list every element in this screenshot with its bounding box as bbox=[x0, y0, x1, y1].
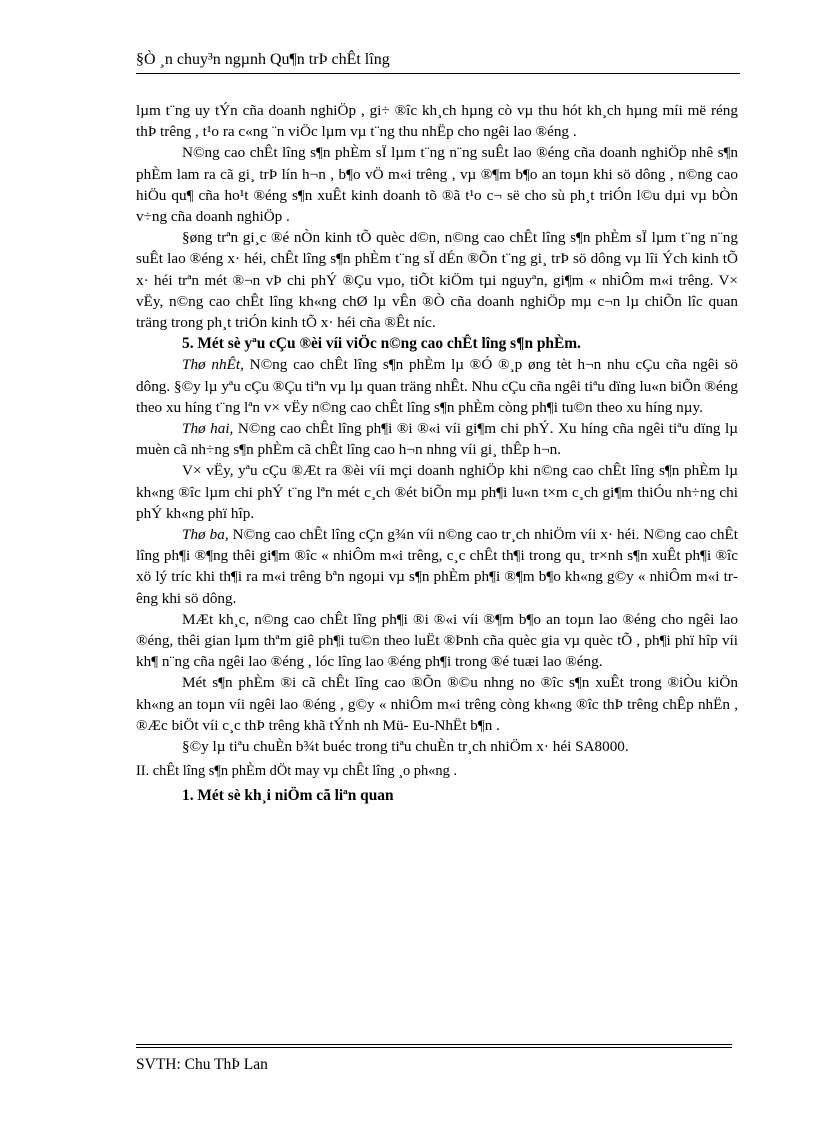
text-first: N©ng cao chÊt lîng s¶n phÈm lµ ®Ó ®¸p øng tèt h¬n nhu cÇu cña ngêi sö dông. §©y lµ yªu cÇu ®Çu tiªn vµ lµ quan träng nhÊt. Nhu cÇu cña ngêi tiªu dïng lu«n biÕn ®éng theo xu híng t¨ng lªn v× vËy n©ng cao chÊt lîng s¶n phÈm còng ph¶i tu©n theo xu híng nµy. bbox=[136, 356, 738, 416]
sub-heading: 1. Mét sè kh¸i niÖm cã liªn quan bbox=[182, 786, 394, 804]
page-header bbox=[136, 50, 740, 74]
page-footer bbox=[136, 1044, 732, 1075]
paragraph-labor-safety: MÆt kh¸c, n©ng cao chÊt lîng ph¶i ®i ®«i víi ®¶m b¶o an toµn lao ®éng cho ngêi lao ®éng, thêi gian lµm thªm giê ph¶i tu©n theo luËt ®Þnh cña quèc gia vµ quèc tÕ , ph¶i phï hîp víi kh¶ n¨ng cña ngêi lao ®éng , lóc lîng lao ®éng ph¶i trong ®é tuæi lao ®éng. bbox=[136, 610, 738, 671]
lead-third: Thø ba, bbox=[182, 526, 229, 544]
footer-rule bbox=[136, 1044, 732, 1048]
header-rule bbox=[136, 73, 740, 74]
text-second: N©ng cao chÊt lîng ph¶i ®i ®«i víi gi¶m chi phÝ. Xu híng cña ngêi tiªu dïng lµ muèn cã nh÷ng s¶n phÈm cã chÊt lîng cao h¬n nhng víi gi¸ thÊp h¬n. bbox=[136, 420, 738, 459]
lead-first: Thø nhÊt, bbox=[182, 356, 244, 374]
header-title: §Ò ¸n chuy³n ngµnh Qu¶n trÞ chÊt lîng bbox=[136, 51, 390, 68]
paragraph-third-requirement bbox=[136, 524, 738, 609]
section-heading: II. chÊt lîng s¶n phÈm dÖt may vµ chÊt lîng ¸o ph«ng . bbox=[136, 763, 457, 780]
footer-author: SVTH: Chu ThÞ Lan bbox=[136, 1056, 268, 1073]
paragraph-market: Mét s¶n phÈm ®i cã chÊt lîng cao ®Õn ®©u nhng no ®îc s¶n xuÊt trong ®iÒu kiÖn kh«ng an toµn víi ngêi lao ®éng , g©y « nhiÔm m«i trêng còng kh«ng ®îc thÞ trêng chÊp nhËn , ®Æc biÖt víi c¸c thÞ trêng khã tÝnh nh Mü- Eu-NhËt b¶n . bbox=[136, 674, 738, 734]
page-body bbox=[136, 100, 738, 806]
paragraph-cost: V× vËy, yªu cÇu ®Æt ra ®èi víi mçi doanh nghiÖp khi n©ng cao chÊt lîng s¶n phÈm lµ kh«ng ®îc lµm chi phÝ t¨ng lªn mét c¸ch ®ét biÕn mµ ph¶i lu«n t×m c¸ch gi¶m thiÓu nh÷ng chi phÝ kh«ng phï hîp. bbox=[136, 462, 738, 522]
lead-second: Thø hai, bbox=[182, 420, 234, 438]
paragraph-sa8000: §©y lµ tiªu chuÈn b¾t buéc trong tiªu chuÈn tr¸ch nhiÖm x· héi SA8000. bbox=[182, 738, 629, 756]
paragraph-2: N©ng cao chÊt lîng s¶n phÈm sÏ lµm t¨ng n¨ng suÊt lao ®éng cña doanh nghiÖp nhê s¶n phÈm lam ra cã gi¸ trÞ lín h¬n , b¶o vÖ m«i trêng , vµ ®¶m b¶o an toµn khi sö dông , n©ng cao hiÖu qu¶ cña ho¹t ®éng s¶n xuÊt kinh doanh tõ ®ã t¹o c¬ së cho sù ph¸t triÓn l©u dµi vµ bÒn v÷ng cña doanh nghiÖp . bbox=[136, 144, 738, 226]
paragraph-3: §øng trªn gi¸c ®é nÒn kinh tÕ quèc d©n, n©ng cao chÊt lîng s¶n phÈm sÏ lµm t¨ng n¨ng suÊt lao ®éng x· héi, chÊt lîng s¶n phÈm t¨ng sÏ dÉn ®Õn t¨ng gi¸ trÞ sö dông vµ lîi Ých kinh tÕ x· héi trªn mét ®¬n vÞ chi phÝ ®Çu vµo, tiÕt kiÖm tµi nguyªn, gi¶m « nhiÔm m«i trêng. V× vËy, n©ng cao chÊt lîng kh«ng chØ lµ vÊn ®Ò cña doanh nghiÖp mµ c¬n lµ chiÕn lîc quan träng trong ph¸t triÓn kinh tÕ x· héi cña ®Êt níc. bbox=[136, 229, 738, 332]
heading-5: 5. Mét sè yªu cÇu ®èi víi viÖc n©ng cao chÊt lîng s¶n phÈm. bbox=[182, 335, 581, 353]
paragraph-second-requirement bbox=[136, 418, 738, 460]
paragraph-first-requirement bbox=[136, 354, 738, 418]
paragraph-1: lµm t¨ng uy tÝn cña doanh nghiÖp , gi÷ ®îc kh¸ch hµng cò vµ thu hót kh¸ch hµng míi më réng thÞ trêng , t¹o ra c«ng ¨n viÖc lµm vµ t¨ng thu nhËp cho ngêi lao ®éng . bbox=[136, 102, 738, 141]
text-third: N©ng cao chÊt lîng cÇn g¾n víi n©ng cao tr¸ch nhiÖm víi x· héi. N©ng cao chÊt lîng ph¶i ®¶ng thêi gi¶m ®îc « nhiÔm m«i trêng, c¸c chÊt th¶i trong qu¸ tr×nh s¶n xuÊt ph¶i ®îc xö lý tríc khi th¶i ra m«i trêng bªn ngoµi vµ s¶n phÈm ph¶i ®¶m b¶o kh«ng g©y « nhiÔm m«i trêng khi sö dông. bbox=[136, 526, 738, 607]
